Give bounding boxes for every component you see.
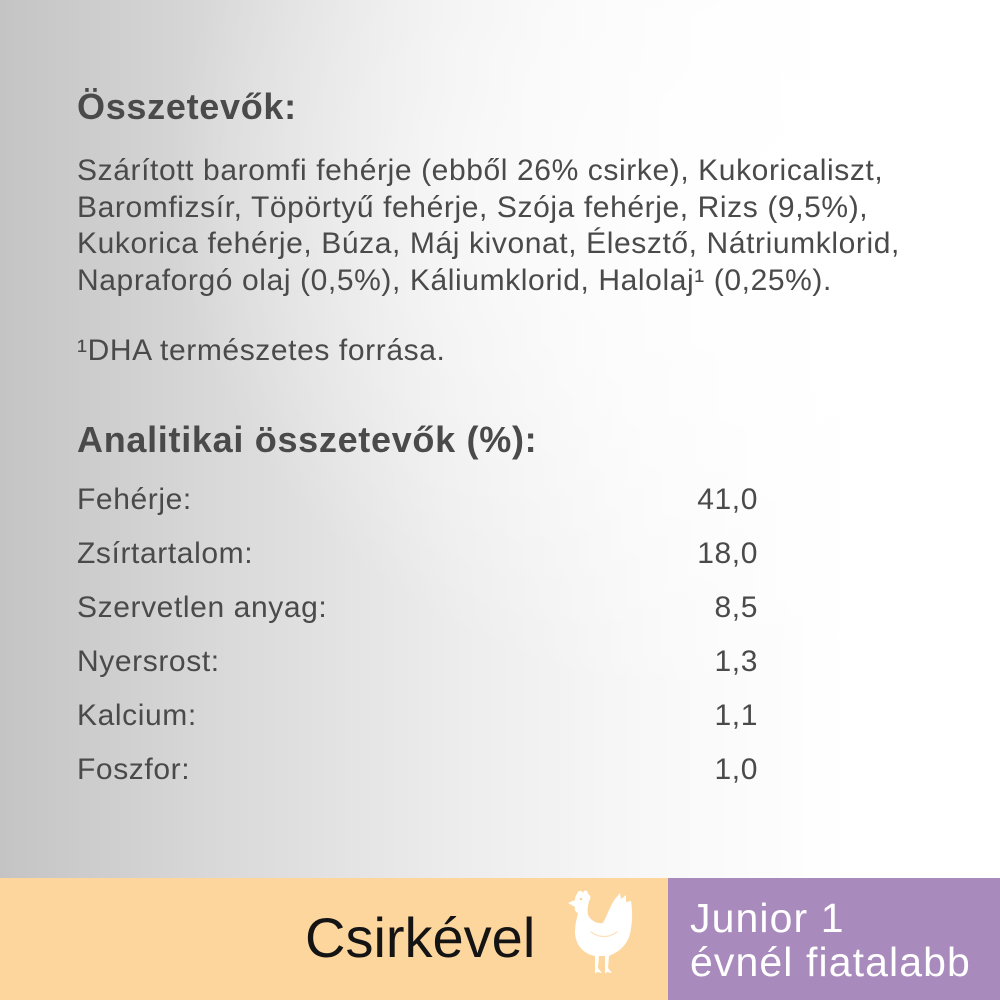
analytics-row-protein: [77, 473, 758, 527]
analytics-table: [77, 473, 758, 797]
analytics-value: 8,5: [714, 591, 758, 624]
ingredients-list: [77, 153, 900, 299]
analytics-value: 41,0: [697, 483, 758, 516]
analytics-label: Kalcium:: [77, 699, 197, 732]
chicken-silhouette: [568, 890, 632, 974]
chicken-icon: [565, 888, 635, 978]
analytics-value: 1,3: [714, 645, 758, 678]
analytics-heading: Analitikai összetevők (%):: [77, 419, 538, 460]
age-label-line: Junior 1: [690, 895, 845, 941]
ingredients-line: Napraforgó olaj (0,5%), Káliumklorid, Halolaj¹ (0,25%).: [77, 263, 832, 297]
analytics-label: Zsírtartalom:: [77, 537, 254, 570]
age-label-line: évnél fiatalabb: [690, 939, 971, 985]
footer-band: [0, 878, 1000, 1000]
analytics-row-fat: [77, 527, 758, 581]
chicken-eye: [580, 898, 583, 901]
analytics-label: Foszfor:: [77, 753, 191, 786]
ingredients-footnote: ¹DHA természetes forrása.: [77, 334, 446, 367]
analytics-row-phosphorus: [77, 743, 758, 797]
flavor-panel: [0, 878, 668, 1000]
ingredients-heading: Összetevők:: [77, 86, 297, 127]
ingredients-line: Baromfizsír, Töpörtyű fehérje, Szója fehérje, Rizs (9,5%),: [77, 190, 869, 224]
analytics-label: Szervetlen anyag:: [77, 591, 328, 624]
analytics-value: 1,0: [714, 753, 758, 786]
flavor-label: Csirkével: [305, 906, 536, 969]
age-panel: [668, 878, 1000, 1000]
analytics-value: 1,1: [714, 699, 758, 732]
analytics-row-calcium: [77, 689, 758, 743]
analytics-row-ash: [77, 581, 758, 635]
analytics-label: Fehérje:: [77, 483, 192, 516]
analytics-label: Nyersrost:: [77, 645, 220, 678]
analytics-row-fibre: [77, 635, 758, 689]
ingredients-line: Kukorica fehérje, Búza, Máj kivonat, Élesztő, Nátriumklorid,: [77, 227, 900, 260]
age-label: [690, 896, 971, 984]
analytics-value: 18,0: [697, 537, 758, 570]
ingredients-line: Szárított baromfi fehérje (ebből 26% csirke), Kukoricaliszt,: [77, 154, 884, 187]
